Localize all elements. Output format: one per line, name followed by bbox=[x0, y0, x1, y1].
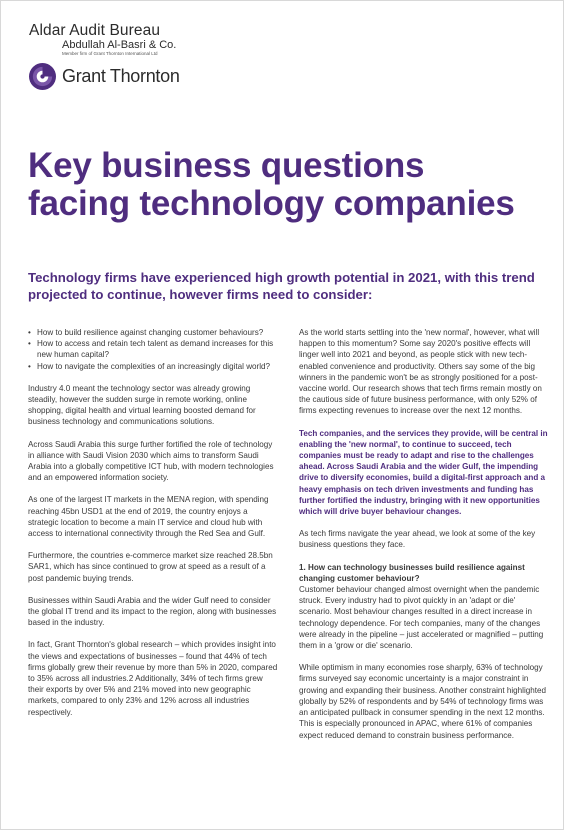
paragraph: Customer behaviour changed almost overnight when the pandemic struck. Every industry had to pivot quickly in an 'adapt or die' scenario. Most behaviour changes resulted in a direct increase in technology dependence. For tech companies, many of the changes were already in the pipeline – just accelerated or magnified – putting them in a 'grow or die' scenario. bbox=[299, 585, 544, 651]
firm-subname: Abdullah Al-Basri & Co. bbox=[62, 39, 177, 51]
page-title bbox=[28, 147, 515, 223]
paragraph: As the world starts settling into the 'new normal', however, what will happen to this momentum? Some say 2020's positive effects will linger well into 2021 and beyond, as people stick with new tech-enabled convenience and productivity. Others say some of the big winners in the pandemic won't be as strongly positioned for a post-vaccine world. Our research shows that tech firms remain mostly on the cautious side of future business performance, with only 52% of firms expecting revenues to increase over the next 12 months. bbox=[299, 328, 542, 416]
paragraph: As one of the largest IT markets in the MENA region, with spending reaching 45bn USD1 at the end of 2019, the country enjoys a strategic location to become a main IT service and cloud hub with access to international connectivity through the Red Sea and Gulf. bbox=[28, 495, 269, 539]
consideration-list bbox=[28, 327, 280, 372]
paragraph: Industry 4.0 meant the technology sector was already growing steadily, however the sudden surge in remote working, online shopping, digital health and virtual learning boosted demand for business technology and communications solutions. bbox=[28, 383, 256, 427]
list-item: • How to navigate the complexities of an increasingly digital world? bbox=[28, 361, 280, 372]
network-name: Grant Thornton bbox=[62, 66, 180, 86]
paragraph: While optimism in many economies rose sharply, 63% of technology firms surveyed say economic uncertainty is a major constraint in growing and expanding their business. Another constraint highlighted globally by 52% of respondents and by 54% of technology firms was an anticipated pullback in consumer spending in the next 12 months. This is especially pronounced in APAC, where 61% of companies expect reduced demand to constrain business performance. bbox=[299, 663, 547, 740]
paragraph: Across Saudi Arabia this surge further fortified the role of technology in alliance with Saudi Vision 2030 which aims to transform Saudi Arabia into a globally competitive ICT hub, with modern technologies and an empowered information society. bbox=[28, 439, 274, 483]
paragraph: In fact, Grant Thornton's global research – which provides insight into the views and expectations of businesses – found that 44% of tech firms globally grew their revenue by more than 5% in 2020, compared to 35% across all industries.2 Additionally, 34% of tech firms grew their exports by over 5% and 21% moved into new geographic markets, compared to only 23% and 12% across all industries respectively. bbox=[28, 640, 278, 717]
title-line-1: Key business questions bbox=[28, 146, 425, 185]
paragraph: Businesses within Saudi Arabia and the wider Gulf need to consider the global IT trend and its impact to the region, along with businesses based in the industry. bbox=[28, 595, 277, 628]
intro-text: Technology firms have experienced high growth potential in 2021, with this trend projected to continue, however firms need to consider: bbox=[28, 270, 535, 302]
section-heading: 1. How can technology businesses build resilience against changing customer behaviour? bbox=[299, 562, 525, 583]
right-column bbox=[299, 327, 549, 752]
grant-thornton-logo-icon bbox=[29, 63, 56, 90]
list-item: • How to access and retain tech talent as demand increases for this new human capital? bbox=[28, 338, 280, 360]
grant-thornton-logo bbox=[29, 63, 180, 90]
paragraph: As tech firms navigate the year ahead, we look at some of the key business questions they face. bbox=[299, 529, 536, 550]
firm-name: Aldar Audit Bureau bbox=[29, 22, 161, 39]
left-column bbox=[28, 327, 280, 729]
paragraph: Furthermore, the countries e-commerce market size reached 28.5bn SAR1, which has since continued to grow at speed as a result of a post pandemic buying trends. bbox=[28, 551, 273, 583]
list-item: • How to build resilience against changing customer behaviours? bbox=[28, 327, 280, 338]
member-firm-note: Member firm of Grant Thornton International Ltd bbox=[62, 51, 158, 56]
title-line-2: facing technology companies bbox=[28, 184, 515, 223]
firm-header bbox=[29, 22, 176, 57]
callout-text: Tech companies, and the services they provide, will be central in enabling the 'new normal', to continue to succeed, tech companies must be ready to adapt and rise to the challenges ahead. Across Saudi Arabia and the wider Gulf, the impending drive to diversify economies, build a digital-first approach and a heavy emphasis on tech driven investments and funding has further fortified the industry, bringing with it new opportunities which will drive buyer behaviour changes. bbox=[299, 428, 548, 517]
